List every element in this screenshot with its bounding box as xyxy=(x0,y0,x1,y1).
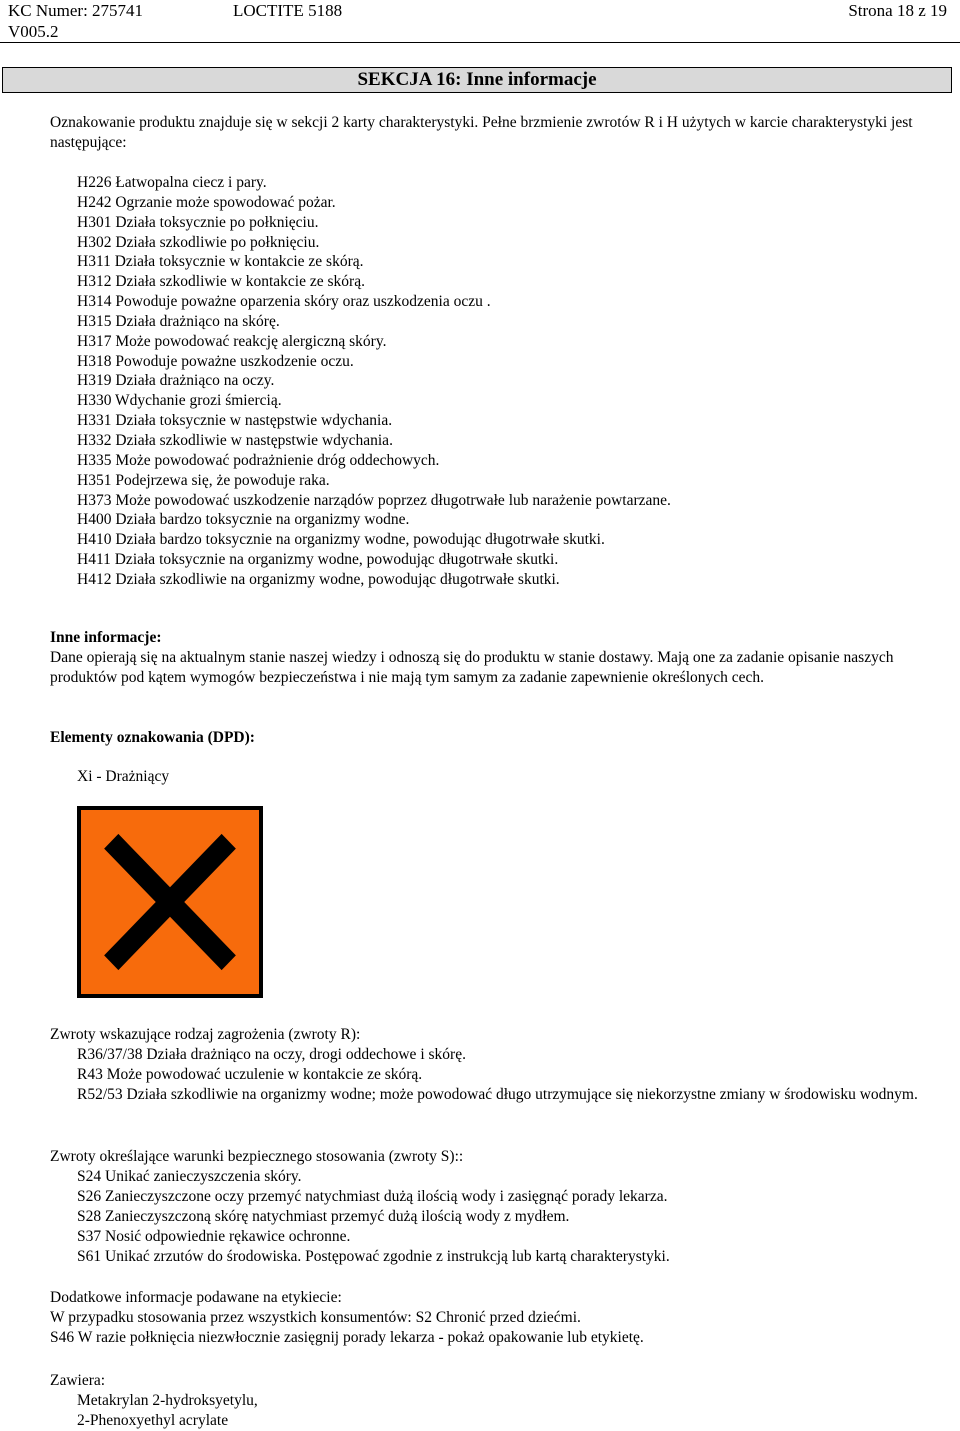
header-divider xyxy=(0,42,960,43)
product-name: LOCTITE 5188 xyxy=(233,1,343,20)
other-info-heading: Inne informacje: xyxy=(50,629,162,646)
list-item: H302 Działa szkodliwie po połknięciu. xyxy=(77,233,320,251)
s-phrases-heading: Zwroty określające warunki bezpiecznego stosowania (zwroty S):: xyxy=(50,1148,464,1165)
list-item: H314 Powoduje poważne oparzenia skóry oraz uszkodzenia oczu . xyxy=(77,293,491,311)
list-item: H410 Działa bardzo toksycznie na organizmy wodne, powodując długotrwałe skutki. xyxy=(77,531,605,549)
r-phrases-block xyxy=(50,1025,950,1105)
h-phrase-list xyxy=(77,173,947,590)
list-item: S61 Unikać zrzutów do środowiska. Postępować zgodnie z instrukcją lub kartą charakterystyki. xyxy=(77,1248,670,1265)
list-item: H242 Ogrzanie może spowodować pożar. xyxy=(77,193,336,211)
page-header xyxy=(0,0,960,44)
list-item: H311 Działa toksycznie w kontakcie ze skórą. xyxy=(77,253,364,271)
list-item: H335 Może powodować podrażnienie dróg oddechowych. xyxy=(77,451,440,469)
list-item: H411 Działa toksycznie na organizmy wodne, powodując długotrwałe skutki. xyxy=(77,551,559,569)
list-item: 2-Phenoxyethyl acrylate xyxy=(77,1412,229,1429)
list-item: H318 Powoduje poważne uszkodzenie oczu. xyxy=(77,352,354,370)
other-info-block xyxy=(50,628,950,688)
list-item: H373 Może powodować uszkodzenie narządów poprzez długotrwałe lub narażenie powtarzane. xyxy=(77,491,671,509)
list-item: H226 Łatwopalna ciecz i pary. xyxy=(77,174,267,191)
list-item: R43 Może powodować uczulenie w kontakcie ze skórą. xyxy=(77,1066,423,1083)
list-item: S26 Zanieczyszczone oczy przemyć natychmiast dużą ilością wody i zasięgnąć porady lekarza. xyxy=(77,1188,668,1205)
s-phrases-block xyxy=(50,1147,950,1267)
intro-text: Oznakowanie produktu znajduje się w sekcji 2 karty charakterystyki. Pełne brzmienie zwrotów R i H użytych w karcie charakterystyki jest następujące: xyxy=(50,114,913,151)
additional-line: W przypadku stosowania przez wszystkich konsumentów: S2 Chronić przed dziećmi. xyxy=(50,1309,581,1326)
list-item: Metakrylan 2-hydroksyetylu, xyxy=(77,1392,258,1409)
list-item: R52/53 Działa szkodliwie na organizmy wodne; może powodować długo utrzymujące się niekorzystne zmiany w środowisku wodnym. xyxy=(77,1086,918,1103)
other-info-text: Dane opierają się na aktualnym stanie naszej wiedzy i odnoszą się do produktu w stanie dostawy. Mają one za zadanie opisanie naszych produktów pod kątem wymogów bezpieczeństwa i nie mają tym samym za zadanie zapewnienie określonych cech. xyxy=(50,649,894,686)
kc-number: KC Numer: 275741 xyxy=(8,1,144,20)
list-item: H331 Działa toksycznie w następstwie wdychania. xyxy=(77,412,393,430)
list-item: S37 Nosić odpowiednie rękawice ochronne. xyxy=(77,1228,351,1245)
r-phrases-heading: Zwroty wskazujące rodzaj zagrożenia (zwroty R): xyxy=(50,1026,361,1043)
list-item: H351 Podejrzewa się, że powoduje raka. xyxy=(77,471,330,489)
list-item: R36/37/38 Działa drażniąco na oczy, drogi oddechowe i skórę. xyxy=(77,1046,466,1063)
list-item: H319 Działa drażniąco na oczy. xyxy=(77,372,275,390)
list-item: S24 Unikać zanieczyszczenia skóry. xyxy=(77,1168,302,1185)
contains-heading: Zawiera: xyxy=(50,1372,106,1389)
section-title: SEKCJA 16: Inne informacje xyxy=(2,67,952,93)
additional-info-block xyxy=(50,1288,950,1348)
symbol-label: Xi - Drażniący xyxy=(77,768,170,785)
additional-heading: Dodatkowe informacje podawane na etykiecie: xyxy=(50,1289,342,1306)
version: V005.2 xyxy=(8,22,59,41)
list-item: H412 Działa szkodliwie na organizmy wodne, powodując długotrwałe skutki. xyxy=(77,570,560,588)
labeling-heading-text: Elementy oznakowania (DPD): xyxy=(50,729,255,746)
list-item: H312 Działa szkodliwie w kontakcie ze skórą. xyxy=(77,273,365,291)
list-item: H330 Wdychanie grozi śmiercią. xyxy=(77,392,282,410)
irritant-x-icon xyxy=(77,806,263,998)
list-item: H301 Działa toksycznie po połknięciu. xyxy=(77,213,319,231)
list-item: H317 Może powodować reakcję alergiczną skóry. xyxy=(77,332,387,350)
list-item: H332 Działa szkodliwie w następstwie wdychania. xyxy=(77,431,393,449)
page-number: Strona 18 z 19 xyxy=(848,1,947,20)
list-item: S28 Zanieczyszczoną skórę natychmiast przemyć dużą ilością wody z mydłem. xyxy=(77,1208,570,1225)
contains-block xyxy=(50,1371,950,1431)
labeling-heading xyxy=(50,728,950,748)
additional-line: S46 W razie połknięcia niezwłocznie zasięgnij porady lekarza - pokaż opakowanie lub etykietę. xyxy=(50,1329,644,1346)
list-item: H315 Działa drażniąco na skórę. xyxy=(77,312,280,330)
list-item: H400 Działa bardzo toksycznie na organizmy wodne. xyxy=(77,511,410,529)
